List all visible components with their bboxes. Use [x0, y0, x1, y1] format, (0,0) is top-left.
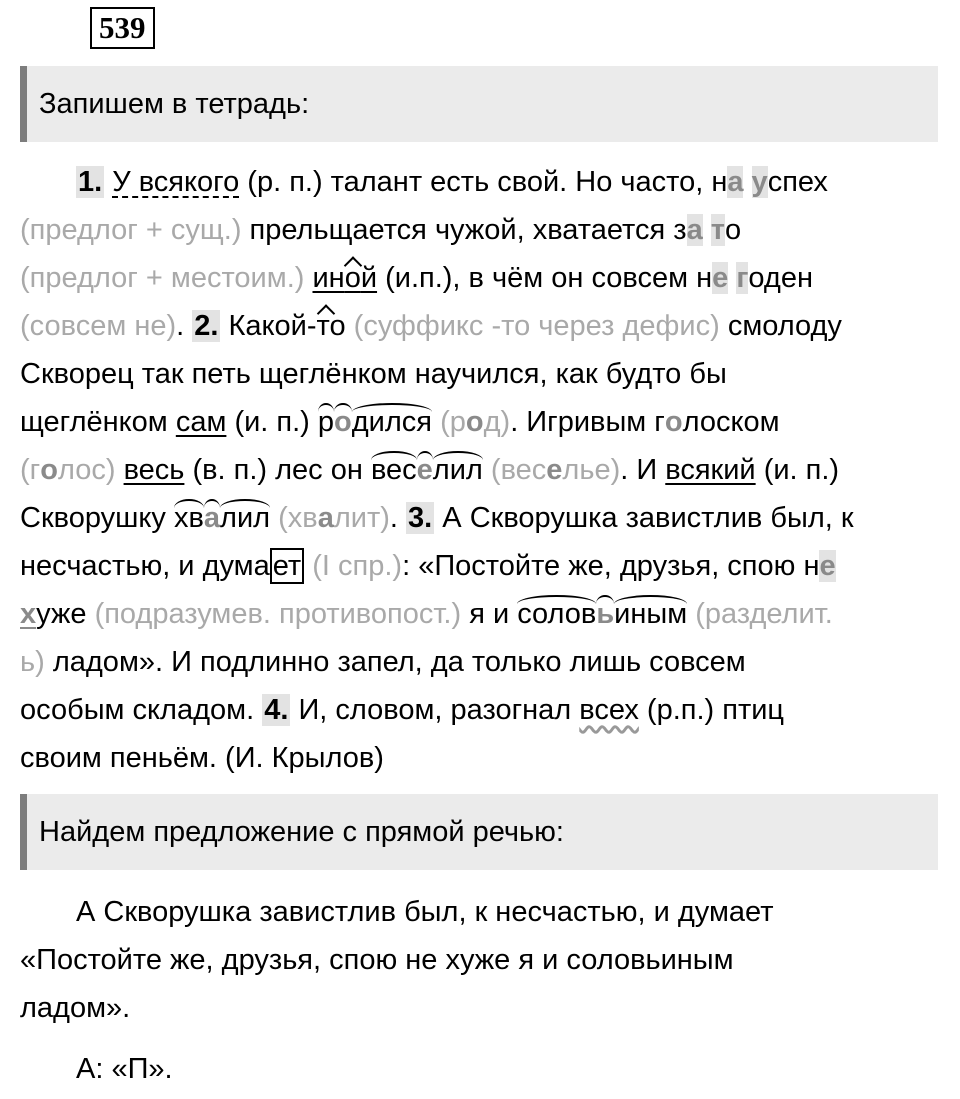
text-fragment: : «Постойте же, друзья, спою н [402, 550, 820, 582]
annotated-fragment: (р [440, 406, 466, 438]
annotated-fragment: ь) [20, 646, 45, 678]
section-heading-notebook [20, 66, 938, 142]
text-fragment: (и.п.), в чём он совсем н [377, 262, 713, 294]
annotated-fragment: (суффикс -то через дефис) [353, 310, 720, 342]
text-fragment: . [176, 310, 193, 342]
section-heading-direct-speech [20, 794, 938, 870]
annotated-fragment: р [318, 398, 334, 446]
text-fragment: своим пеньём. (И. Крылов) [20, 742, 384, 774]
exercise-number: 539 [90, 7, 155, 49]
annotated-fragment: а [204, 494, 220, 542]
text-line [20, 638, 940, 686]
annotated-fragment: лил [433, 446, 483, 494]
text-line [20, 302, 940, 350]
annotated-fragment: (вес [490, 454, 547, 486]
text-line [20, 734, 940, 782]
text-fragment: (р.п.) птиц [638, 694, 785, 726]
annotated-fragment: ин [312, 262, 345, 294]
text-fragment: (и. п.) [226, 406, 318, 438]
text-fragment [116, 454, 124, 486]
annotated-fragment: лил [220, 494, 270, 542]
sentence-line: А Скворушка завистлив был, к несчастью, и думает [76, 896, 774, 928]
text-fragment: смолоду [719, 310, 842, 342]
text-line [20, 686, 940, 734]
text-line [20, 254, 940, 302]
annotated-fragment: (предлог + сущ.) [20, 214, 242, 246]
annotated-fragment: 4. [264, 694, 289, 726]
text-fragment: (и. п.) [755, 454, 840, 486]
annotated-fragment: всякий [665, 454, 756, 486]
annotated-fragment: лье) [562, 454, 621, 486]
annotated-fragment: о [40, 454, 58, 486]
annotated-fragment: (г [20, 454, 41, 486]
annotated-fragment: сам [175, 406, 227, 438]
annotated-fragment: иным [614, 590, 687, 638]
text-fragment: . И [620, 454, 666, 486]
text-fragment: Скворец так петь щеглёнком научился, как будто бы [20, 358, 727, 390]
text-fragment: . [389, 502, 407, 534]
text-line [20, 206, 940, 254]
annotated-fragment: (предлог + местоим.) [20, 262, 305, 294]
annotated-fragment: солов [517, 590, 596, 638]
sentence-line: ладом». [20, 992, 131, 1024]
answer-scheme: А: «П». [76, 1053, 173, 1085]
text-fragment [687, 598, 695, 630]
section-heading-text: Найдем предложение с прямой речью: [39, 816, 564, 848]
annotated-fragment: У всякого [112, 166, 240, 198]
annotated-fragment: е [417, 446, 433, 494]
text-fragment: И, словом, разогнал [290, 694, 580, 726]
annotated-fragment: вес [371, 446, 417, 494]
annotated-fragment: д) [483, 406, 511, 438]
annotated-fragment: е [546, 454, 563, 486]
text-fragment: особым складом. [20, 694, 263, 726]
text-fragment: ладом». И подлинно запел, да только лишь совсем [44, 646, 746, 678]
text-line [20, 446, 940, 494]
annotated-fragment: (I спр.) [312, 550, 403, 582]
text-fragment [703, 214, 711, 246]
text-fragment: Скворушку [20, 502, 174, 534]
annotated-fragment: дился [352, 398, 432, 446]
text-fragment: (в. п.) лес он [184, 454, 371, 486]
section-heading-text: Запишем в тетрадь: [39, 88, 310, 120]
annotated-fragment: лит) [333, 502, 390, 534]
annotated-fragment: а [317, 502, 334, 534]
annotated-fragment: й [360, 262, 378, 294]
annotated-fragment: 2. [194, 310, 219, 342]
annotated-fragment: х [20, 598, 37, 630]
annotated-fragment: (подразумев. противопост.) [94, 598, 462, 630]
annotated-fragment: ь [596, 590, 614, 638]
annotated-fragment: -то [307, 302, 346, 350]
annotated-fragment: (разделит. [695, 598, 833, 630]
annotated-fragment: е [819, 550, 836, 582]
annotated-fragment: т [710, 214, 725, 246]
annotated-fragment: о [334, 398, 352, 446]
text-fragment [432, 406, 440, 438]
text-fragment: щеглёнком [20, 406, 176, 438]
annotated-fragment: а [727, 166, 744, 198]
exercise-text [20, 158, 940, 782]
text-fragment: я и [461, 598, 518, 630]
annotated-fragment: хв [174, 494, 204, 542]
text-fragment: лоском [682, 406, 780, 438]
text-fragment: прельщается чужой, хватается з [241, 214, 687, 246]
text-line [20, 494, 940, 542]
text-fragment: Какой [220, 310, 307, 342]
text-fragment: спех [767, 166, 828, 198]
annotated-fragment: о [345, 254, 361, 302]
annotated-fragment: о [664, 406, 683, 438]
annotated-fragment: а [686, 214, 703, 246]
annotated-fragment: г [736, 262, 749, 294]
text-line [20, 590, 940, 638]
annotated-fragment: у [751, 166, 768, 198]
sentence-line: «Постойте же, друзья, спою не хуже я и соловьиным [20, 944, 734, 976]
annotated-fragment: (совсем не) [20, 310, 177, 342]
annotated-fragment: весь [123, 454, 185, 486]
text-line [20, 398, 940, 446]
text-fragment: несчастью, и дума [20, 550, 270, 582]
annotated-fragment: о [465, 406, 484, 438]
text-line [20, 158, 940, 206]
text-line [20, 350, 940, 398]
text-fragment [270, 502, 278, 534]
annotated-fragment: ет [270, 548, 304, 584]
text-fragment [743, 166, 751, 198]
annotated-fragment: 3. [408, 502, 433, 534]
direct-speech-sentence [20, 888, 940, 1032]
annotated-fragment: е [712, 262, 729, 294]
text-fragment: о [724, 214, 742, 246]
text-line [20, 542, 940, 590]
annotated-fragment: (хв [278, 502, 318, 534]
annotated-fragment: всех [579, 694, 639, 726]
text-fragment: (р. п.) талант есть свой. Но часто, н [239, 166, 728, 198]
text-fragment: . Игривым г [510, 406, 665, 438]
text-fragment [483, 454, 491, 486]
annotated-fragment: лос) [57, 454, 116, 486]
annotated-fragment: 1. [78, 166, 103, 198]
text-fragment: А Скворушка завистлив был, к [434, 502, 854, 534]
text-fragment: оден [748, 262, 813, 294]
text-fragment [346, 310, 354, 342]
text-fragment: уже [36, 598, 95, 630]
